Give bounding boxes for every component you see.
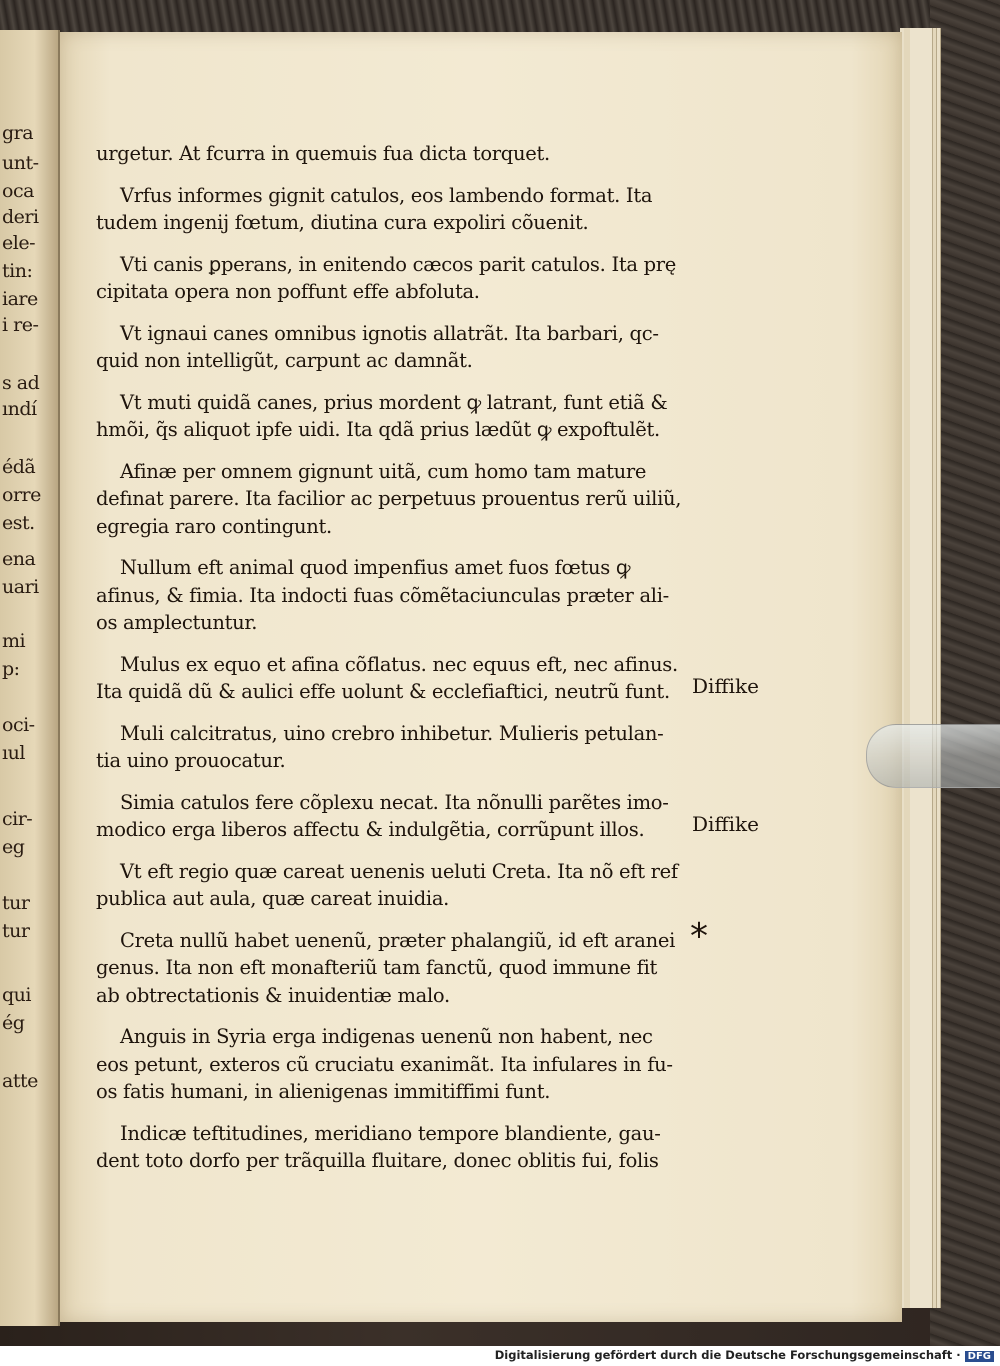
text-line: modico erga liberos affectu & indulgẽtia, corrũpunt illos. — [96, 818, 645, 841]
cover-top-edge — [0, 0, 1000, 36]
left-page-fragment: qui — [2, 984, 31, 1006]
footer-credit — [495, 1348, 994, 1362]
left-page-fragment: ıul — [2, 742, 25, 764]
marginal-note-1: Diffike — [692, 674, 759, 698]
page-clip — [866, 724, 1000, 788]
left-page-fragment: eg — [2, 836, 25, 858]
main-page — [60, 32, 902, 1322]
text-line: defınat parere. Ita facilior ac perpetuus prouentus rerũ uiliũ, — [96, 487, 682, 510]
text-line: Indicæ teftitudines, meridiano tempore blandiente, gau- — [120, 1121, 661, 1145]
left-page-fragment: iare — [2, 288, 38, 310]
left-page-fragment: édã — [2, 456, 36, 478]
left-page-fragment: deri — [2, 206, 39, 228]
asterisk-mark: * — [690, 916, 708, 957]
text-line: Vt eft regio quæ careat uenenis ueluti Creta. Ita nõ eft ref — [120, 859, 678, 883]
left-page-fragment: uari — [2, 576, 39, 598]
text-line: Creta nullũ habet uenenũ, præter phalangiũ, id eft aranei — [120, 928, 676, 952]
text-line: Anguis in Syria erga indigenas uenenũ non habent, nec — [120, 1025, 653, 1048]
paragraph — [96, 651, 696, 706]
text-line: Nullum eft animal quod impenfius amet fuos fœtus ꝙ — [120, 556, 631, 579]
footer-credit-text: Digitalisierung gefördert durch die Deutsche Forschungsgemeinschaft · — [494, 1348, 961, 1362]
left-page-fragment: mi — [2, 630, 26, 652]
text-line: tia uino prouocatur. — [96, 749, 286, 772]
page-text-block — [96, 140, 696, 1189]
text-line: Vt muti quidã canes, prius mordent ꝙ latrant, funt etiã & — [120, 390, 668, 414]
paragraph — [96, 251, 696, 306]
left-page-fragment: i re- — [2, 314, 39, 336]
left-page-fragment: atte — [2, 1070, 38, 1092]
facing-left-page — [0, 30, 60, 1326]
paragraph — [96, 389, 696, 444]
text-line: genus. Ita non eft monafteriũ tam fanctũ, quod immune fit — [96, 956, 658, 979]
text-line: Ita quidã dũ & aulici effe uolunt & ecclefiaftici, neutrũ funt. — [96, 680, 670, 703]
left-page-fragment: gra — [2, 122, 34, 144]
left-page-fragment: tur — [2, 892, 30, 914]
left-page-fragment: oci- — [2, 714, 35, 736]
left-page-fragment: tin: — [2, 260, 33, 282]
text-line: afinus, & fimia. Ita indocti fuas cõmẽtaciunculas præter ali- — [96, 583, 669, 607]
text-line: Muli calcitratus, uino crebro inhibetur. Mulieris petulan- — [120, 721, 664, 745]
left-page-fragment: orre — [2, 484, 41, 506]
text-line: Simia catulos fere cõplexu necat. Ita nõnulli parẽtes imo- — [120, 790, 669, 814]
paragraph — [96, 1023, 696, 1106]
paragraph — [96, 858, 696, 913]
text-line: eos petunt, exteros cũ cruciatu exanimãt. Ita infulares in fu- — [96, 1052, 673, 1076]
paragraph — [96, 554, 696, 637]
text-line: os amplectuntur. — [96, 611, 258, 634]
left-page-fragment: cir- — [2, 808, 33, 830]
text-line: hmõi, q̃s aliquot ipfe uidi. Ita qdã prius lædũt ꝙ expoftulẽt. — [96, 418, 660, 441]
text-line: tudem ingenij fœtum, diutina cura expoliri cõuenit. — [96, 211, 589, 234]
dfg-logo: DFG — [965, 1351, 994, 1362]
paragraph — [96, 458, 696, 541]
paragraph — [96, 927, 696, 1010]
text-line: Mulus ex equo et afina cõflatus. nec equus eft, nec afinus. — [120, 652, 678, 676]
left-page-fragment: tur — [2, 920, 30, 942]
paragraph — [96, 140, 696, 168]
text-line: egregia raro contingunt. — [96, 514, 332, 538]
left-page-fragment: oca — [2, 180, 34, 202]
text-line: Afinæ per omnem gignunt uitã, cum homo tam mature — [120, 459, 647, 483]
paragraph — [96, 720, 696, 775]
paragraph — [96, 789, 696, 844]
left-page-fragment: ele- — [2, 232, 35, 254]
page-stack-edge — [910, 28, 933, 1308]
paragraph — [96, 1120, 696, 1175]
left-page-fragment: unt- — [2, 152, 39, 174]
left-page-fragment: ena — [2, 548, 36, 570]
left-page-fragment: p: — [2, 658, 20, 680]
paragraph — [96, 182, 696, 237]
left-page-fragment: est. — [2, 512, 35, 534]
text-line: publica aut aula, quæ careat inuidia. — [96, 887, 450, 910]
text-line: os fatis humani, in alienigenas immitiffimi funt. — [96, 1080, 551, 1103]
marginal-note-2: Diffike — [692, 812, 759, 836]
text-line: Vti canis ꝑperans, in enitendo cæcos parit catulos. Ita prę — [120, 252, 677, 276]
text-line: ab obtrectationis & inuidentiæ malo. — [96, 983, 450, 1007]
paragraph — [96, 320, 696, 375]
text-line: cipitata opera non poffunt effe abfoluta. — [96, 280, 480, 303]
left-page-fragment: s ad — [2, 372, 40, 394]
footer-bar — [0, 1346, 1000, 1366]
text-line: dent toto dorfo per trãquilla fluitare, donec oblitis fui, folis — [96, 1149, 659, 1172]
text-line: Vrfus informes gignit catulos, eos lambendo format. Ita — [120, 183, 653, 207]
text-line: urgetur. At fcurra in quemuis fua dicta torquet. — [96, 142, 550, 165]
left-page-fragment: ég — [2, 1012, 25, 1034]
left-page-fragment: ındí — [2, 398, 37, 420]
text-line: Vt ignaui canes omnibus ignotis allatrãt. Ita barbari, qc- — [120, 321, 659, 345]
text-line: quid non intelligũt, carpunt ac damnãt. — [96, 349, 473, 372]
